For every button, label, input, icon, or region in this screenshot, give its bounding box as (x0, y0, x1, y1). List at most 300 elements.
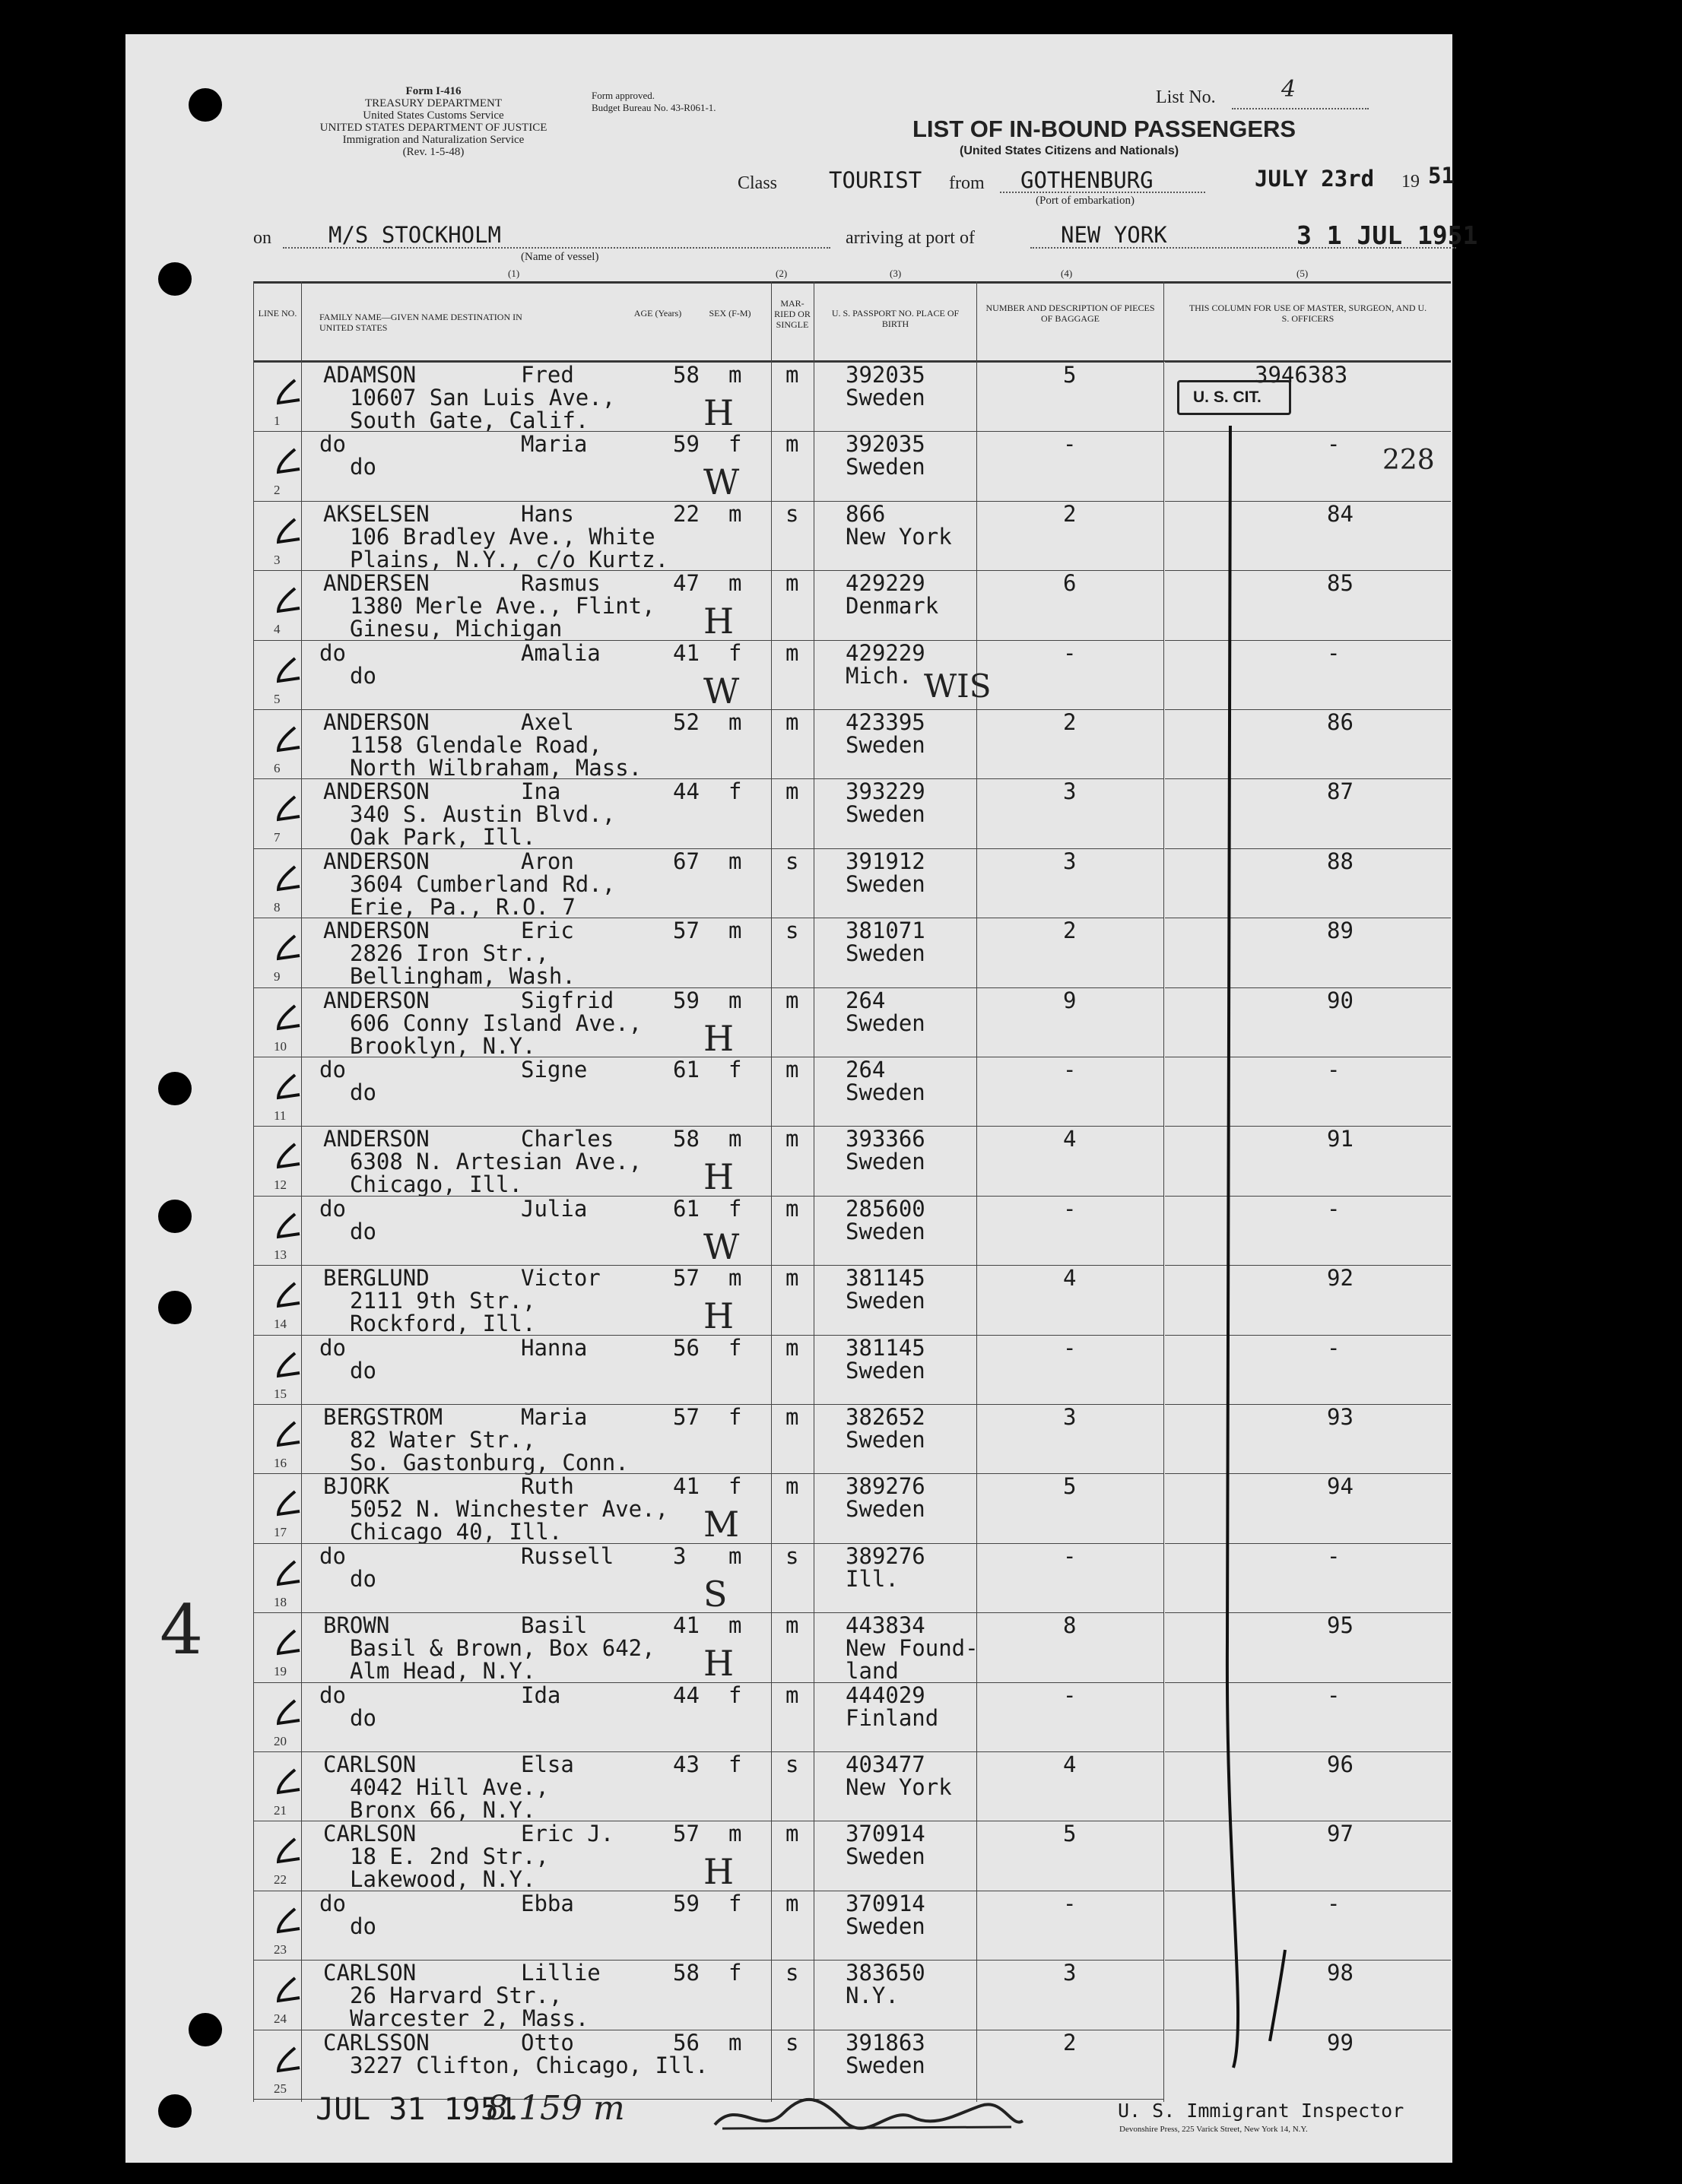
occupation-mark: H (703, 1295, 735, 1336)
col-num-2: (2) (776, 268, 788, 279)
baggage-count: 4 (1063, 1751, 1077, 1777)
given-name: Elsa (521, 1751, 574, 1777)
place-of-birth: Sweden (846, 801, 925, 827)
address-line-2: North Wilbraham, Mass. (350, 755, 643, 781)
occupation-mark: W (703, 461, 740, 502)
inspector-label: U. S. Immigrant Inspector (1118, 2100, 1404, 2122)
family-name: ANDERSON (323, 918, 430, 943)
sex: m (728, 570, 742, 596)
row-divider-officer (1165, 709, 1451, 710)
address-line-2: So. Gastonburg, Conn. (350, 1450, 629, 1476)
address-line-1: 10607 San Luis Ave., (350, 385, 616, 410)
officer-number: 89 (1327, 918, 1354, 943)
row-divider-officer (1165, 640, 1451, 641)
passport-no: 444029 (846, 1682, 925, 1708)
given-name: Ina (521, 778, 561, 804)
place-of-birth: Sweden (846, 1913, 925, 1939)
address-line-1: 2111 9th Str., (350, 1288, 536, 1314)
marital-status: m (785, 778, 799, 804)
age: 41 (673, 1612, 700, 1638)
marital-status: m (785, 1335, 799, 1361)
occupation-mark: W (703, 670, 740, 712)
passport-no: 381145 (846, 1265, 925, 1291)
age: 67 (673, 848, 700, 874)
place-of-birth-2: land (846, 1658, 899, 1684)
row-divider (253, 1196, 1163, 1197)
col-passport: U. S. PASSPORT NO. PLACE OF BIRTH (831, 308, 960, 329)
row-divider (253, 431, 1163, 432)
list-subtitle: (United States Citizens and Nationals) (960, 144, 1179, 157)
family-name: BERGLUND (323, 1265, 430, 1291)
address-line-2: Alm Head, N.Y. (350, 1658, 536, 1684)
address-line-1: do (350, 1913, 376, 1939)
given-name: Eric (521, 918, 574, 943)
place-of-birth: Sweden (846, 2052, 925, 2078)
baggage-count: 5 (1063, 362, 1077, 388)
family-name: CARLSON (323, 1751, 417, 1777)
passport-no: 370914 (846, 1821, 925, 1846)
age: 59 (673, 987, 700, 1013)
col-num-3: (3) (890, 268, 902, 279)
line-number: 11 (274, 1108, 287, 1123)
marital-status: s (785, 2030, 799, 2056)
place-of-birth: Sweden (846, 1079, 925, 1105)
binder-hole (158, 1291, 192, 1324)
line-number: 14 (274, 1317, 287, 1331)
address-line-1: do (350, 1566, 376, 1592)
address-line-1: do (350, 1358, 376, 1384)
baggage-count: 3 (1063, 848, 1077, 874)
sex: m (728, 501, 742, 527)
family-name: do (319, 1682, 346, 1708)
binder-hole (189, 2013, 222, 2046)
wis-note: WIS (924, 667, 992, 705)
occupation-mark: H (703, 1018, 735, 1059)
list-no-value: 4 (1281, 76, 1296, 103)
budget-bureau: Budget Bureau No. 43-R061-1. (592, 102, 716, 113)
place-of-birth: New York (846, 1774, 952, 1800)
marital-status: m (785, 1473, 799, 1499)
check-mark (272, 1975, 303, 2005)
baggage-count: 4 (1063, 1126, 1077, 1152)
given-name: Ebba (521, 1891, 574, 1916)
baggage-count: 2 (1063, 501, 1077, 527)
sex: f (728, 1196, 742, 1222)
sex: m (728, 1543, 742, 1569)
officer-number: 99 (1327, 2030, 1354, 2056)
given-name: Signe (521, 1057, 588, 1082)
age: 61 (673, 1057, 700, 1082)
year-prefix: 19 (1401, 172, 1420, 192)
given-name: Otto (521, 2030, 574, 2056)
sex: m (728, 709, 742, 735)
check-mark (272, 446, 303, 477)
address-line-2: Plains, N.Y., c/o Kurtz. (350, 547, 669, 572)
family-name: ANDERSON (323, 848, 430, 874)
place-of-birth: Sweden (846, 1358, 925, 1384)
check-mark (272, 377, 303, 407)
check-mark (272, 1141, 303, 1171)
marital-status: m (785, 1891, 799, 1916)
row-divider-officer (1165, 848, 1451, 849)
marital-status: m (785, 362, 799, 388)
check-mark (272, 1280, 303, 1311)
col-name: FAMILY NAME—GIVEN NAME DESTINATION IN UNITED STATES (319, 312, 522, 333)
marital-status: m (785, 709, 799, 735)
col-officers: THIS COLUMN FOR USE OF MASTER, SURGEON, AND U. S. OFFICERS (1189, 303, 1427, 324)
age: 57 (673, 918, 700, 943)
address-line-2: South Gate, Calif. (350, 407, 589, 433)
officer-number: 3946383 (1255, 362, 1348, 388)
age: 56 (673, 2030, 700, 2056)
given-name: Charles (521, 1126, 614, 1152)
row-divider-officer (1165, 1126, 1451, 1127)
officer-number: 95 (1327, 1612, 1354, 1638)
sex: f (728, 1960, 742, 1986)
family-name: do (319, 1891, 346, 1916)
family-name: BERGSTROM (323, 1404, 443, 1430)
family-name: CARLSSON (323, 2030, 430, 2056)
vessel-name: M/S STOCKHOLM (328, 222, 501, 248)
passport-no: 391912 (846, 848, 925, 874)
place-of-birth: Mich. (846, 663, 912, 689)
passport-no: 429229 (846, 640, 925, 666)
baggage-count: 3 (1063, 778, 1077, 804)
given-name: Sigfrid (521, 987, 614, 1013)
address-line-1: do (350, 1079, 376, 1105)
family-name: ADAMSON (323, 362, 417, 388)
family-name: do (319, 640, 346, 666)
address-line-1: do (350, 1705, 376, 1731)
row-divider-officer (1165, 431, 1451, 432)
row-divider-officer (1165, 1265, 1451, 1266)
baggage-count: - (1063, 640, 1077, 666)
marital-status: s (785, 1543, 799, 1569)
passport-no: 392035 (846, 362, 925, 388)
passport-no: 391863 (846, 2030, 925, 2056)
row-divider-officer (1165, 1682, 1451, 1683)
marital-status: s (785, 1960, 799, 1986)
margin-number-4: 4 (160, 1590, 204, 1670)
address-line-1: 5052 N. Winchester Ave., (350, 1496, 669, 1522)
passport-no: 393366 (846, 1126, 925, 1152)
address-line-1: 18 E. 2nd Str., (350, 1843, 549, 1869)
family-name: BJORK (323, 1473, 390, 1499)
baggage-count: 3 (1063, 1404, 1077, 1430)
ins-service: Immigration and Naturalization Service (342, 134, 525, 146)
justice-dept: UNITED STATES DEPARTMENT OF JUSTICE (319, 122, 547, 134)
row-divider-officer (1165, 1404, 1451, 1405)
officer-number: 91 (1327, 1126, 1354, 1152)
line-number: 13 (274, 1247, 287, 1262)
family-name: AKSELSEN (323, 501, 430, 527)
address-line-1: 26 Harvard Str., (350, 1983, 563, 2008)
passport-no: 866 (846, 501, 886, 527)
family-name: BROWN (323, 1612, 390, 1638)
occupation-mark: H (703, 392, 735, 433)
sex: m (728, 848, 742, 874)
family-name: ANDERSON (323, 709, 430, 735)
line-number: 15 (274, 1387, 287, 1401)
line-number: 16 (274, 1456, 287, 1470)
list-title: LIST OF IN-BOUND PASSENGERS (912, 116, 1296, 142)
list-no-label: List No. (1156, 87, 1216, 107)
check-mark (272, 1628, 303, 1658)
inspector-signature (707, 2083, 1027, 2144)
sex: f (728, 1057, 742, 1082)
address-line-1: 3227 Clifton, Chicago, Ill. (350, 2052, 709, 2078)
row-divider (253, 1543, 1163, 1544)
officer-number: 94 (1327, 1473, 1354, 1499)
officer-number: 86 (1327, 709, 1354, 735)
address-line-1: 606 Conny Island Ave., (350, 1010, 643, 1036)
passport-no: 429229 (846, 570, 925, 596)
sex: m (728, 2030, 742, 2056)
given-name: Ida (521, 1682, 561, 1708)
place-of-birth: Sweden (846, 732, 925, 758)
address-line-1: 4042 Hill Ave., (350, 1774, 549, 1800)
occupation-mark: H (703, 1851, 735, 1892)
row-divider-officer (1165, 1473, 1451, 1474)
given-name: Basil (521, 1612, 588, 1638)
check-mark (272, 1003, 303, 1033)
line-number: 9 (274, 969, 281, 984)
given-name: Maria (521, 1404, 588, 1430)
address-line-1: 3604 Cumberland Rd., (350, 871, 616, 897)
age: 44 (673, 778, 700, 804)
marital-status: m (785, 431, 799, 457)
address-line-2: Chicago 40, Ill. (350, 1519, 563, 1545)
officer-number: 97 (1327, 1821, 1354, 1846)
line-number: 24 (274, 2011, 287, 2026)
from-label: from (949, 173, 985, 193)
address-line-2: Rockford, Ill. (350, 1311, 536, 1336)
sex: f (728, 1682, 742, 1708)
on-label: on (253, 228, 271, 248)
sex: f (728, 1404, 742, 1430)
address-line-1: do (350, 1219, 376, 1244)
age: 61 (673, 1196, 700, 1222)
given-name: Eric J. (521, 1821, 614, 1846)
place-of-birth: New York (846, 524, 952, 550)
line-number: 8 (274, 900, 281, 914)
given-name: Amalia (521, 640, 601, 666)
officer-number: - (1327, 1335, 1341, 1361)
address-line-2: Chicago, Ill. (350, 1171, 522, 1197)
marital-status: m (785, 640, 799, 666)
place-of-birth: New Found- (846, 1635, 979, 1661)
officer-number: - (1327, 1057, 1341, 1082)
line-number: 6 (274, 761, 281, 775)
family-name: ANDERSON (323, 778, 430, 804)
age: 57 (673, 1404, 700, 1430)
row-divider (253, 1612, 1163, 1613)
marital-status: m (785, 1196, 799, 1222)
col-sex: SEX (F-M) (709, 308, 751, 319)
check-mark (272, 794, 303, 824)
binder-hole (158, 1072, 192, 1105)
col-married: MAR- RIED OR SINGLE (774, 298, 811, 330)
from-value: GOTHENBURG (1020, 167, 1154, 193)
baggage-count: - (1063, 1335, 1077, 1361)
address-line-2: Lakewood, N.Y. (350, 1866, 536, 1892)
marital-status: m (785, 1057, 799, 1082)
baggage-count: 2 (1063, 709, 1077, 735)
sex: f (728, 431, 742, 457)
place-of-birth: Ill. (846, 1566, 899, 1592)
sex: m (728, 1265, 742, 1291)
sex: f (728, 640, 742, 666)
row-divider-officer (1165, 778, 1451, 779)
passport-no: 370914 (846, 1891, 925, 1916)
address-line-1: 2826 Iron Str., (350, 940, 549, 966)
address-line-2: Bronx 66, N.Y. (350, 1797, 536, 1823)
row-divider-officer (1165, 1196, 1451, 1197)
occupation-mark: M (703, 1504, 740, 1545)
line-number: 17 (274, 1525, 287, 1539)
line-number: 5 (274, 692, 281, 706)
row-divider-officer (1165, 501, 1451, 502)
treasury-dept: TREASURY DEPARTMENT (364, 97, 503, 109)
embark-note: (Port of embarkation) (1036, 195, 1135, 207)
given-name: Fred (521, 362, 574, 388)
officer-number: 96 (1327, 1751, 1354, 1777)
row-divider-officer (1165, 1543, 1451, 1544)
row-divider-officer (1165, 1612, 1451, 1613)
arriving-label: arriving at port of (846, 228, 975, 248)
line-number: 2 (274, 483, 281, 497)
family-name: CARLSON (323, 1960, 417, 1986)
passport-no: 383650 (846, 1960, 925, 1986)
address-line-1: 340 S. Austin Blvd., (350, 801, 616, 827)
age: 58 (673, 1126, 700, 1152)
officer-number: 87 (1327, 778, 1354, 804)
number-228: 228 (1382, 445, 1435, 476)
footer-handwriting: 8.159 m (487, 2089, 625, 2128)
marital-status: s (785, 501, 799, 527)
family-name: do (319, 1543, 346, 1569)
address-line-2: Erie, Pa., R.O. 7 (350, 894, 576, 920)
age: 44 (673, 1682, 700, 1708)
col-baggage: NUMBER AND DESCRIPTION OF PIECES OF BAGGAGE (985, 303, 1155, 324)
arrival-port: NEW YORK (1061, 222, 1167, 248)
marital-status: m (785, 1612, 799, 1638)
col-line-no: LINE NO. (258, 308, 297, 319)
age: 58 (673, 1960, 700, 1986)
officer-number: - (1327, 1891, 1341, 1916)
passport-no: 264 (846, 987, 886, 1013)
marital-status: m (785, 1265, 799, 1291)
marital-status: m (785, 987, 799, 1013)
baggage-count: - (1063, 431, 1077, 457)
row-divider-officer (1165, 987, 1451, 988)
sex: f (728, 1473, 742, 1499)
address-line-1: 1158 Glendale Road, (350, 732, 602, 758)
line-number: 3 (274, 553, 281, 567)
col-num-4: (4) (1061, 268, 1073, 279)
baggage-count: 6 (1063, 570, 1077, 596)
family-name: ANDERSON (323, 987, 430, 1013)
departure-date: JULY 23rd (1255, 166, 1375, 192)
baggage-count: - (1063, 1891, 1077, 1916)
address-line-1: 6308 N. Artesian Ave., (350, 1149, 643, 1174)
passport-no: 403477 (846, 1751, 925, 1777)
line-number: 10 (274, 1039, 287, 1054)
officer-number: - (1327, 431, 1341, 457)
check-mark (272, 933, 303, 963)
address-line-2: Oak Park, Ill. (350, 824, 536, 850)
baggage-count: - (1063, 1057, 1077, 1082)
uscit-stamp-text: U. S. CIT. (1193, 388, 1262, 406)
passport-no: 389276 (846, 1543, 925, 1569)
col-num-1: (1) (508, 268, 520, 279)
sex: m (728, 1612, 742, 1638)
binder-hole (158, 2094, 192, 2128)
sex: m (728, 1126, 742, 1152)
place-of-birth: Sweden (846, 385, 925, 410)
row-divider-officer (1165, 1335, 1451, 1336)
given-name: Julia (521, 1196, 588, 1222)
customs-service: United States Customs Service (363, 109, 504, 122)
age: 56 (673, 1335, 700, 1361)
marital-status: s (785, 848, 799, 874)
place-of-birth: Sweden (846, 454, 925, 480)
baggage-count: 4 (1063, 1265, 1077, 1291)
line-number: 22 (274, 1872, 287, 1887)
check-mark (272, 1419, 303, 1450)
age: 43 (673, 1751, 700, 1777)
marital-status: s (785, 1751, 799, 1777)
officer-number: 85 (1327, 570, 1354, 596)
place-of-birth: N.Y. (846, 1983, 899, 2008)
address-line-2: Brooklyn, N.Y. (350, 1033, 536, 1059)
check-mark (272, 2045, 303, 2075)
address-line-1: do (350, 454, 376, 480)
given-name: Rasmus (521, 570, 601, 596)
baggage-count: 5 (1063, 1473, 1077, 1499)
passport-no: 423395 (846, 709, 925, 735)
place-of-birth: Sweden (846, 1843, 925, 1869)
baggage-count: - (1063, 1682, 1077, 1708)
col-num-5: (5) (1296, 268, 1309, 279)
given-name: Hans (521, 501, 574, 527)
passport-no: 393229 (846, 778, 925, 804)
uscit-stamp (1177, 380, 1291, 415)
age: 47 (673, 570, 700, 596)
address-line-1: do (350, 663, 376, 689)
age: 57 (673, 1821, 700, 1846)
baggage-count: 2 (1063, 2030, 1077, 2056)
given-name: Hanna (521, 1335, 588, 1361)
line-number: 18 (274, 1595, 287, 1609)
family-name: CARLSON (323, 1821, 417, 1846)
given-name: Axel (521, 709, 574, 735)
occupation-mark: H (703, 601, 735, 642)
sex: f (728, 778, 742, 804)
age: 59 (673, 1891, 700, 1916)
sex: m (728, 918, 742, 943)
age: 58 (673, 362, 700, 388)
place-of-birth: Sweden (846, 1149, 925, 1174)
row-divider-officer (1165, 1751, 1451, 1752)
row-divider (253, 640, 1163, 641)
officer-number: 90 (1327, 987, 1354, 1013)
line-number: 7 (274, 830, 281, 845)
form-number: Form I-416 (405, 85, 462, 97)
age: 3 (673, 1543, 687, 1569)
sex: m (728, 987, 742, 1013)
place-of-birth: Sweden (846, 1496, 925, 1522)
